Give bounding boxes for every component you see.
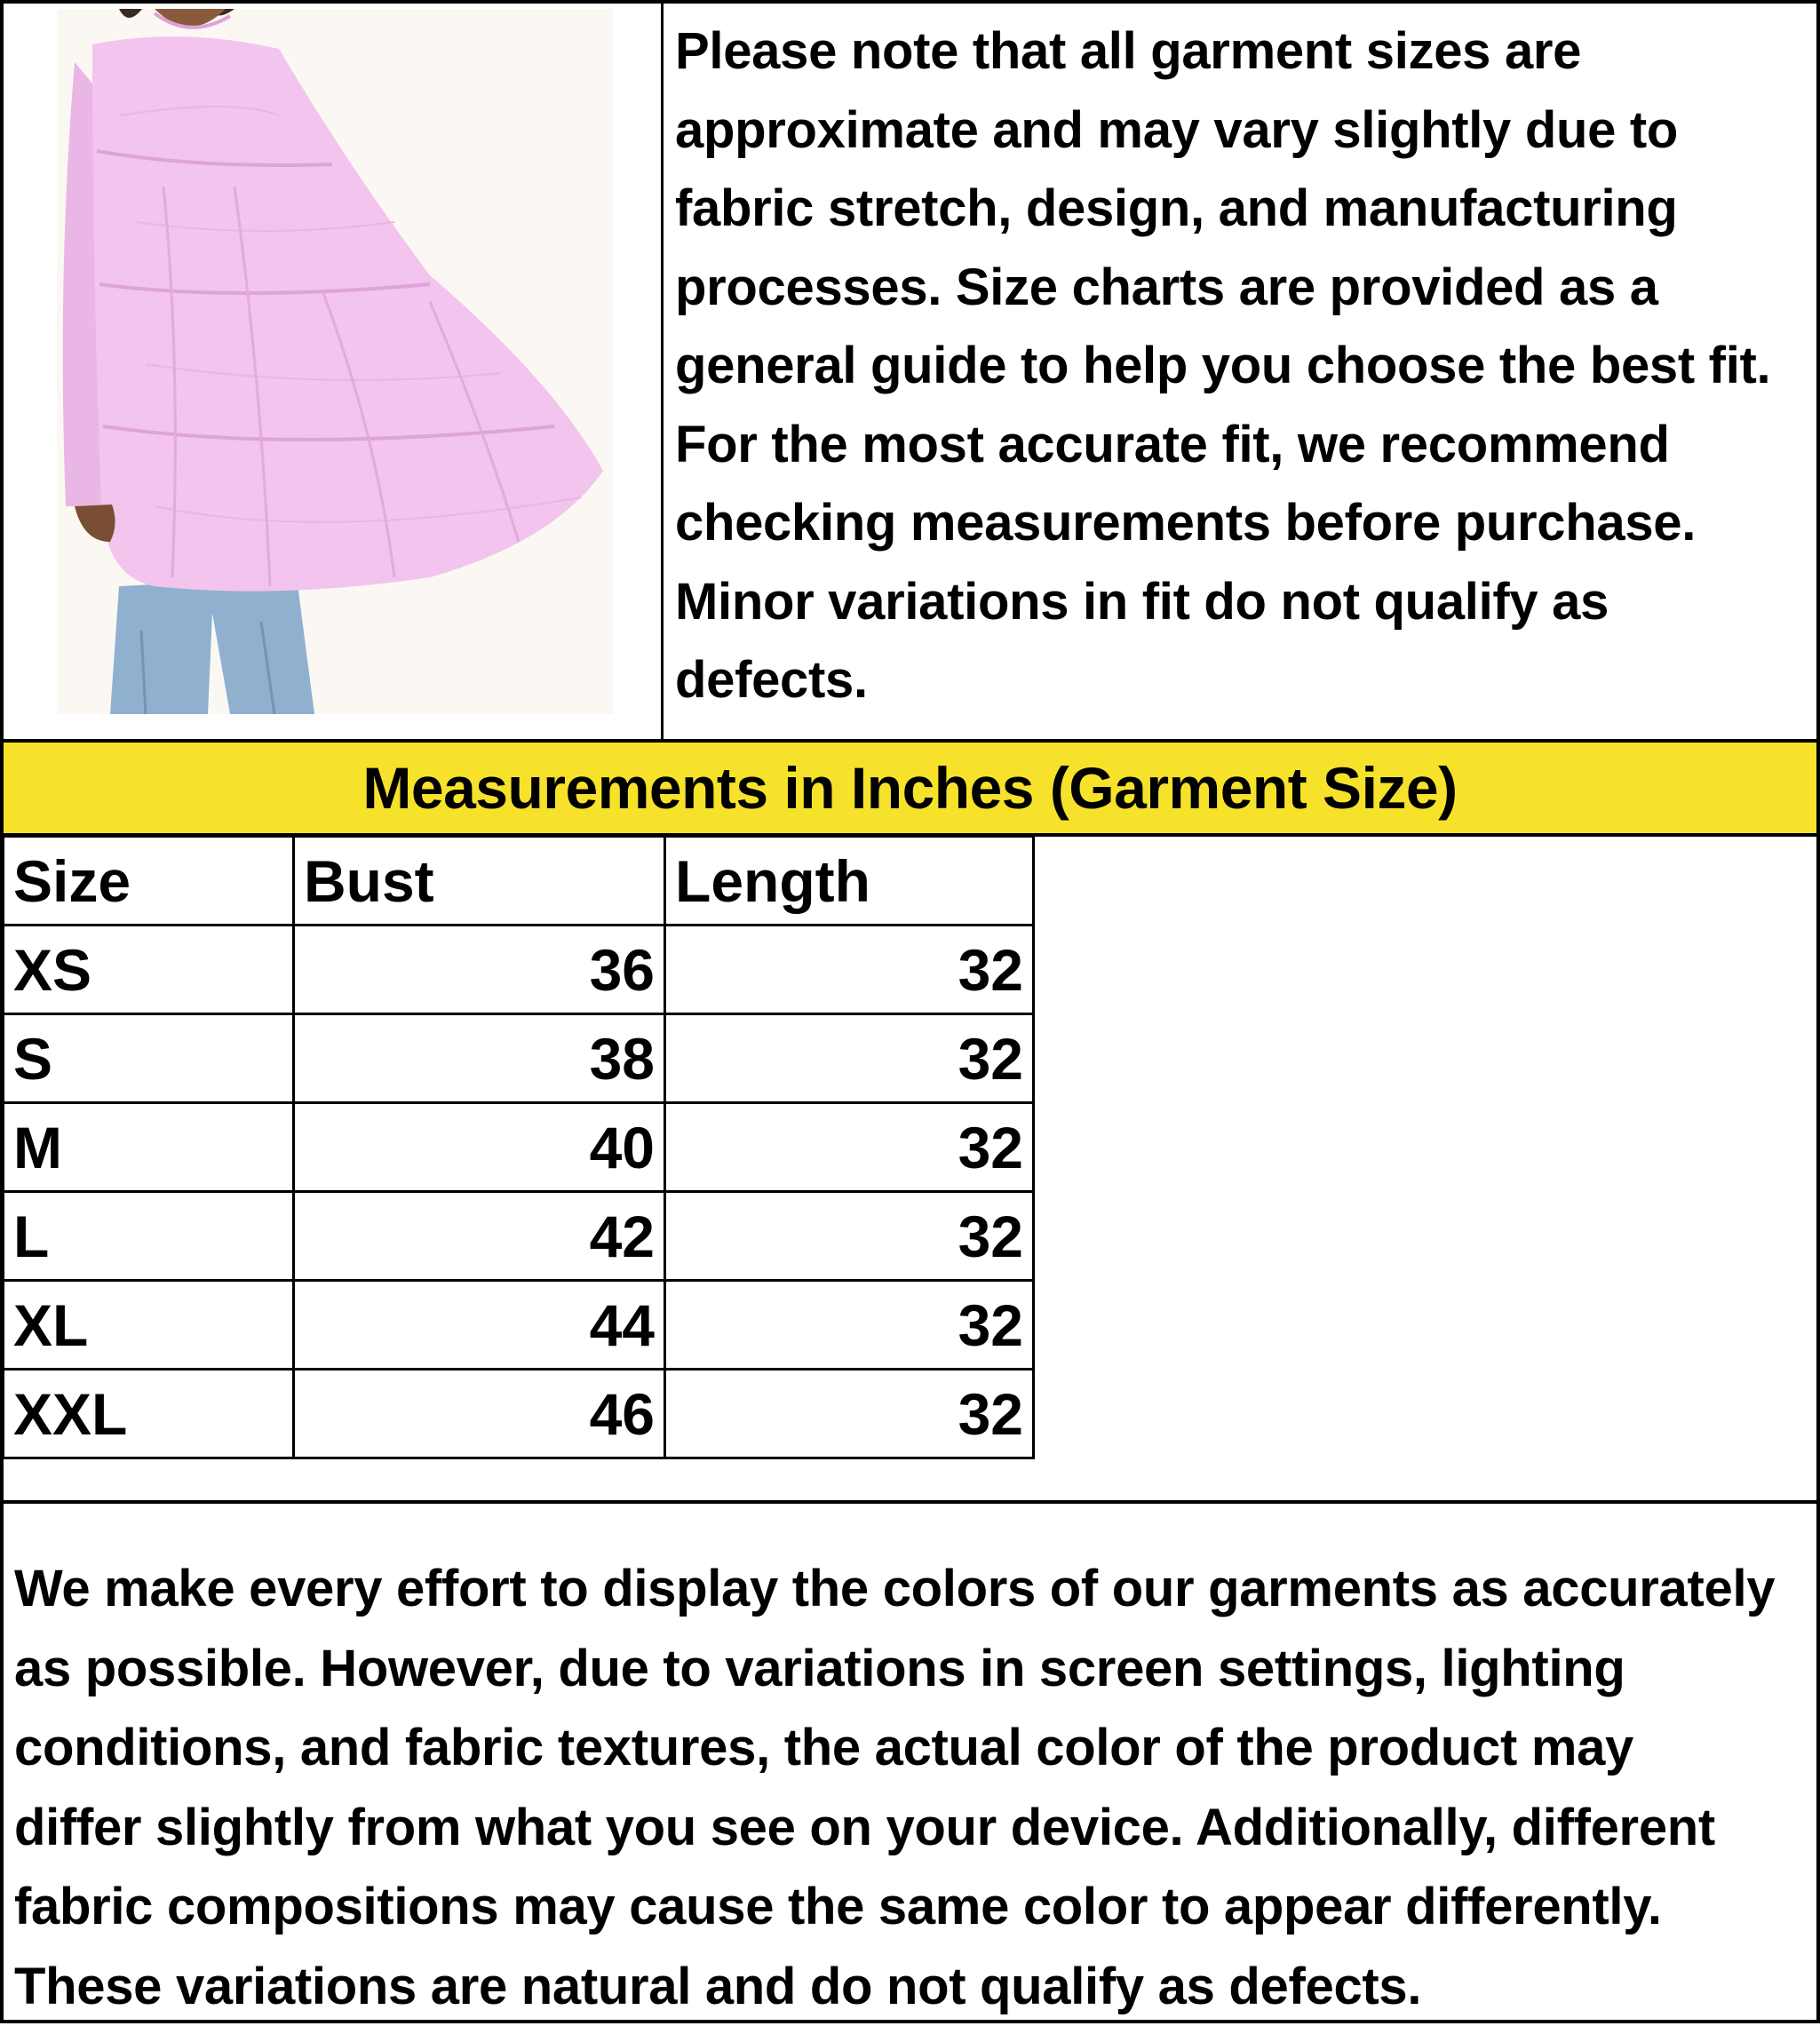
cell-length: 32 xyxy=(665,1103,1034,1192)
table-row xyxy=(4,926,1034,1014)
note-line: approximate and may vary slightly due to xyxy=(675,100,1678,159)
table-row xyxy=(4,1370,1034,1458)
note-line: general guide to help you choose the best fit. xyxy=(675,337,1771,394)
cell-bust: 46 xyxy=(294,1370,665,1458)
footer-line: conditions, and fabric textures, the actual color of the product may xyxy=(14,1719,1633,1776)
divider xyxy=(0,1500,1820,1504)
table-row xyxy=(4,1192,1034,1281)
cell-bust: 36 xyxy=(294,926,665,1014)
note-line: Please note that all garment sizes are xyxy=(675,22,1582,80)
footer-line: fabric compositions may cause the same color to appear differently. xyxy=(14,1878,1662,1935)
cell-size: L xyxy=(4,1192,294,1281)
cell-bust: 42 xyxy=(294,1192,665,1281)
cell-size: XS xyxy=(4,926,294,1014)
size-chart-table xyxy=(2,835,1035,1459)
cell-size: XXL xyxy=(4,1370,294,1458)
table-header-row xyxy=(4,837,1034,926)
column-divider xyxy=(661,0,664,739)
header-size: Size xyxy=(4,837,294,926)
cell-length: 32 xyxy=(665,1281,1034,1370)
header-bust: Bust xyxy=(294,837,665,926)
cell-length: 32 xyxy=(665,926,1034,1014)
header-length: Length xyxy=(665,837,1034,926)
cell-bust: 38 xyxy=(294,1014,665,1103)
cell-length: 32 xyxy=(665,1192,1034,1281)
table-row xyxy=(4,1014,1034,1103)
cell-bust: 40 xyxy=(294,1103,665,1192)
note-line: defects. xyxy=(675,651,868,709)
cell-length: 32 xyxy=(665,1014,1034,1103)
cell-bust: 44 xyxy=(294,1281,665,1370)
note-line: checking measurements before purchase. xyxy=(675,494,1697,552)
note-line: For the most accurate fit, we recommend xyxy=(675,415,1670,473)
note-line: fabric stretch, design, and manufacturing xyxy=(675,179,1678,237)
note-line: processes. Size charts are provided as a xyxy=(675,258,1658,316)
measurements-title: Measurements in Inches (Garment Size) xyxy=(362,755,1458,821)
cell-length: 32 xyxy=(665,1370,1034,1458)
footer-line: as possible. However, due to variations in screen settings, lighting xyxy=(14,1639,1625,1697)
product-photo xyxy=(57,9,613,714)
footer-line: These variations are natural and do not qualify as defects. xyxy=(14,1957,1422,2015)
measurements-title-band xyxy=(4,743,1816,833)
table-row xyxy=(4,1281,1034,1370)
footer-line: We make every effort to display the colors of our garments as accurately xyxy=(14,1560,1776,1617)
color-disclaimer-note xyxy=(14,1549,1813,2026)
cell-size: S xyxy=(4,1014,294,1103)
footer-line: differ slightly from what you see on your device. Additionally, different xyxy=(14,1798,1715,1856)
cell-size: XL xyxy=(4,1281,294,1370)
size-disclaimer-note xyxy=(675,12,1812,720)
table-row xyxy=(4,1103,1034,1192)
cell-size: M xyxy=(4,1103,294,1192)
product-photo-cell xyxy=(4,4,661,739)
note-line: Minor variations in fit do not qualify as xyxy=(675,572,1609,631)
